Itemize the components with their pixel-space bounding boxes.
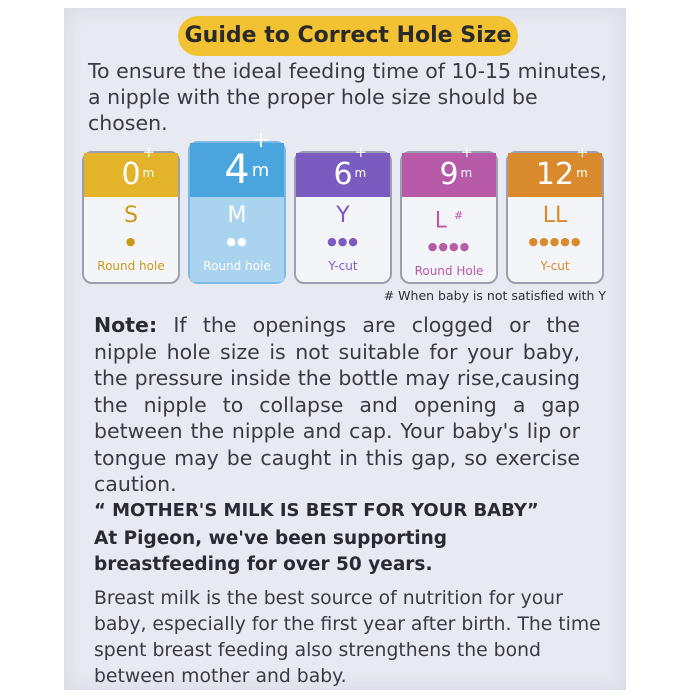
- size-card-6m: [294, 143, 392, 284]
- hole-type: Y-cut: [540, 259, 570, 273]
- drop-icons: ●●●: [327, 235, 359, 248]
- caution-note: [94, 312, 580, 498]
- hole-type: Round Hole: [414, 264, 484, 279]
- drop-icons: ●: [125, 235, 137, 248]
- size-card-4m: [188, 128, 286, 284]
- intro-text: To ensure the ideal feeding time of 10-15 minutes, a nipple with the proper hole size should be chosen.: [88, 59, 608, 135]
- hole-size-chart: [82, 128, 612, 286]
- age-label: 12 + m: [508, 153, 602, 197]
- hole-type: Y-cut: [328, 259, 358, 273]
- drop-icons: ●●●●●: [528, 235, 582, 248]
- size-card-0m: [82, 143, 180, 284]
- note-label: Note:: [94, 313, 158, 337]
- hole-type: Round hole: [203, 259, 271, 273]
- hole-type: Round hole: [97, 259, 165, 273]
- size-letter: S: [124, 203, 138, 228]
- guide-title: Guide to Correct Hole Size: [178, 16, 518, 56]
- size-letter: Y: [336, 203, 350, 228]
- breastfeeding-text: Breast milk is the best source of nutrition for your baby, especially for the first year after birth. The time spent breast feeding also strengthens the bond between mother and baby.: [94, 588, 601, 687]
- drop-icons: ●●: [226, 235, 248, 248]
- size-letter: M: [227, 203, 247, 228]
- size-letter: L #: [434, 208, 464, 234]
- size-letter: LL: [542, 203, 568, 228]
- note-text: If the openings are clogged or the nipple hole size is not suitable for your baby, the pressure inside the bottle may rise,causing the nipple to collapse and opening a gap between the nipple and cap. Your baby's lip or tongue may be caught in this gap, so exercise caution.: [94, 313, 580, 496]
- drop-icons: ●●●●: [427, 240, 471, 254]
- age-label: 6 + m: [296, 153, 390, 197]
- size-card-12m: [506, 143, 604, 284]
- package-panel: [64, 8, 626, 690]
- size-card-9m: [400, 143, 498, 284]
- footnote: # When baby is not satisfied with Y: [383, 288, 606, 303]
- age-label: 9 + m: [402, 153, 496, 197]
- age-label: 0 + m: [84, 153, 178, 197]
- age-label: 4 + m: [190, 143, 284, 197]
- slogan: “ MOTHER'S MILK IS BEST FOR YOUR BABY”: [94, 500, 539, 521]
- pigeon-statement: At Pigeon, we've been supporting breastfeeding for over 50 years.: [94, 528, 448, 575]
